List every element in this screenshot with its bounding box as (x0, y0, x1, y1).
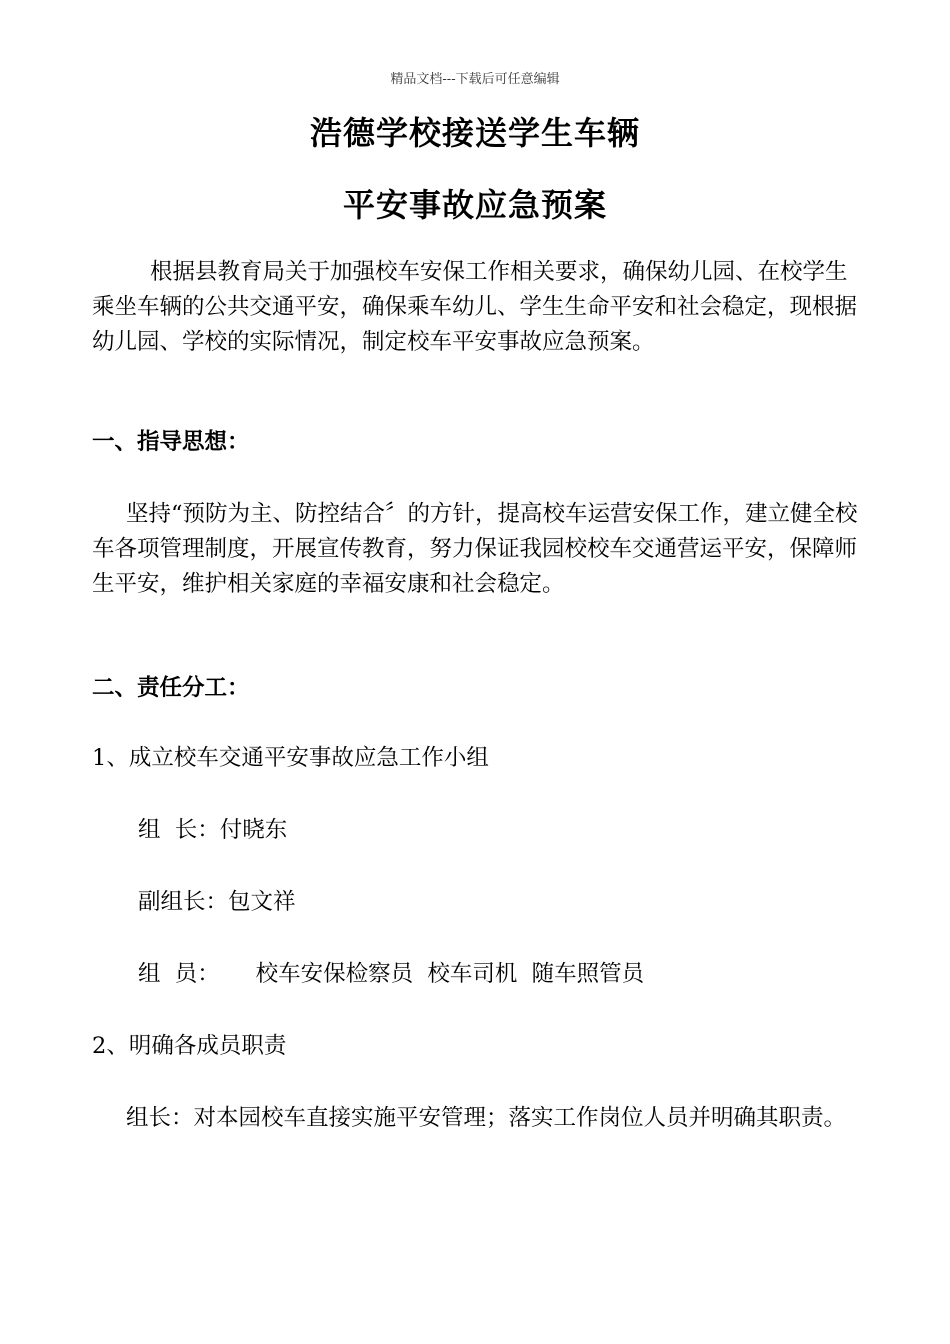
item2-text: 2、明确各成员职责 (92, 1033, 287, 1059)
section1-heading: 一、指导思想： (92, 429, 250, 455)
deputy-leader-line: 副组长：包文祥 (138, 889, 296, 915)
section1-paragraph: 坚持“预防为主、防控结合〞的方针，提高校车运营安保工作，建立健全校车各项管理制度，开展宣传教育，努力保证我园校校车交通营运平安，保障师生平安，维护相关家庭的幸福安康和社会稳定。 (92, 501, 858, 597)
intro-paragraph: 根据县教育局关于加强校车安保工作相关要求，确保幼儿园、在校学生乘坐车辆的公共交通平安，确保乘车幼儿、学生生命平安和社会稳定，现根据幼儿园、学校的实际情况，制定校车平安事故应急预案。 (92, 259, 858, 355)
section2-heading: 二、责任分工： (92, 675, 250, 701)
header-note: 精品文档---下载后可任意编辑 (390, 72, 560, 87)
document-title-line2: 平安事故应急预案 (342, 186, 607, 224)
document-title-line1: 浩德学校接送学生车辆 (309, 114, 640, 152)
members-line: 组 员： 校车安保检察员 校车司机 随车照管员 (138, 961, 645, 987)
leader-duty-paragraph: 组长：对本园校车直接实施平安管理；落实工作岗位人员并明确其职责。 (126, 1105, 847, 1131)
group-leader-line: 组 长：付晓东 (138, 817, 288, 843)
item1-text: 1、成立校车交通平安事故应急工作小组 (92, 745, 489, 771)
